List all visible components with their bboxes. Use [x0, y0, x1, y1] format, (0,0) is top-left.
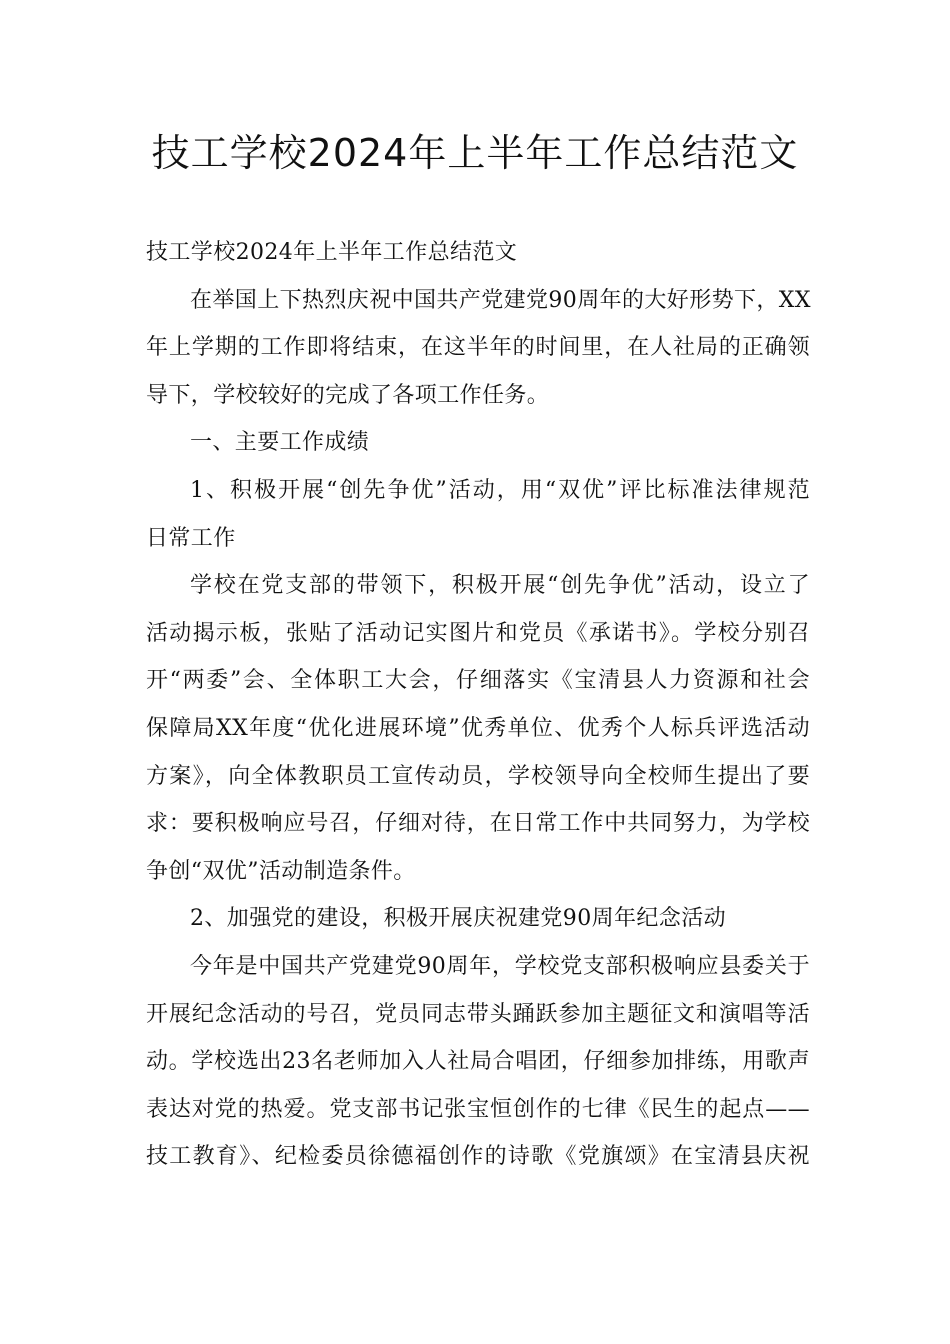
paragraph-line: 表达对党的热爱。党支部书记张宝恒创作的七律《民生的起点—— [146, 1096, 810, 1122]
paragraph-line: 年上学期的工作即将结束，在这半年的时间里，在人社局的正确领 [146, 335, 810, 361]
subtitle-line: 技工学校2024年上半年工作总结范文 [146, 240, 518, 265]
paragraph-line: 导下，学校较好的完成了各项工作任务。 [146, 382, 550, 408]
paragraph-line: 求：要积极响应号召，仔细对待，在日常工作中共同努力，为学校 [146, 811, 810, 837]
document-title: 技工学校2024年上半年工作总结范文 [151, 131, 799, 175]
paragraph-line: 技工教育》、纪检委员徐德福创作的诗歌《党旗颂》在宝清县庆祝 [146, 1144, 810, 1170]
document-body [146, 229, 810, 1181]
subheading-line: 1、积极开展“创先争优”活动，用“双优”评比标准法律规范 [190, 477, 810, 503]
paragraph-line: 方案》，向全体教职员工宣传动员，学校领导向全校师生提出了要 [146, 763, 810, 789]
paragraph-line: 开展纪念活动的号召，党员同志带头踊跃参加主题征文和演唱等活 [146, 1001, 810, 1027]
paragraph-line: 今年是中国共产党建党90周年，学校党支部积极响应县委关于 [190, 953, 810, 979]
paragraph-line: 争创“双优”活动制造条件。 [146, 858, 416, 884]
paragraph-line: 动。学校选出23名老师加入人社局合唱团，仔细参加排练，用歌声 [146, 1049, 810, 1075]
paragraph-line: 保障局XX年度“优化进展环境”优秀单位、优秀个人标兵评选活动 [146, 715, 810, 741]
paragraph-line: 学校在党支部的带领下，积极开展“创先争优”活动，设立了 [190, 573, 810, 599]
subheading-line: 日常工作 [146, 525, 236, 551]
paragraph-line: 开“两委”会、全体职工大会，仔细落实《宝清县人力资源和社会 [146, 668, 810, 694]
paragraph-line: 活动揭示板，张贴了活动记实图片和党员《承诺书》。学校分别召 [146, 620, 810, 646]
subheading-line: 2、加强党的建设，积极开展庆祝建党90周年纪念活动 [190, 906, 726, 932]
section-heading: 一、主要工作成绩 [190, 430, 370, 456]
paragraph-line: 在举国上下热烈庆祝中国共产党建党90周年的大好形势下，XX [190, 287, 811, 313]
